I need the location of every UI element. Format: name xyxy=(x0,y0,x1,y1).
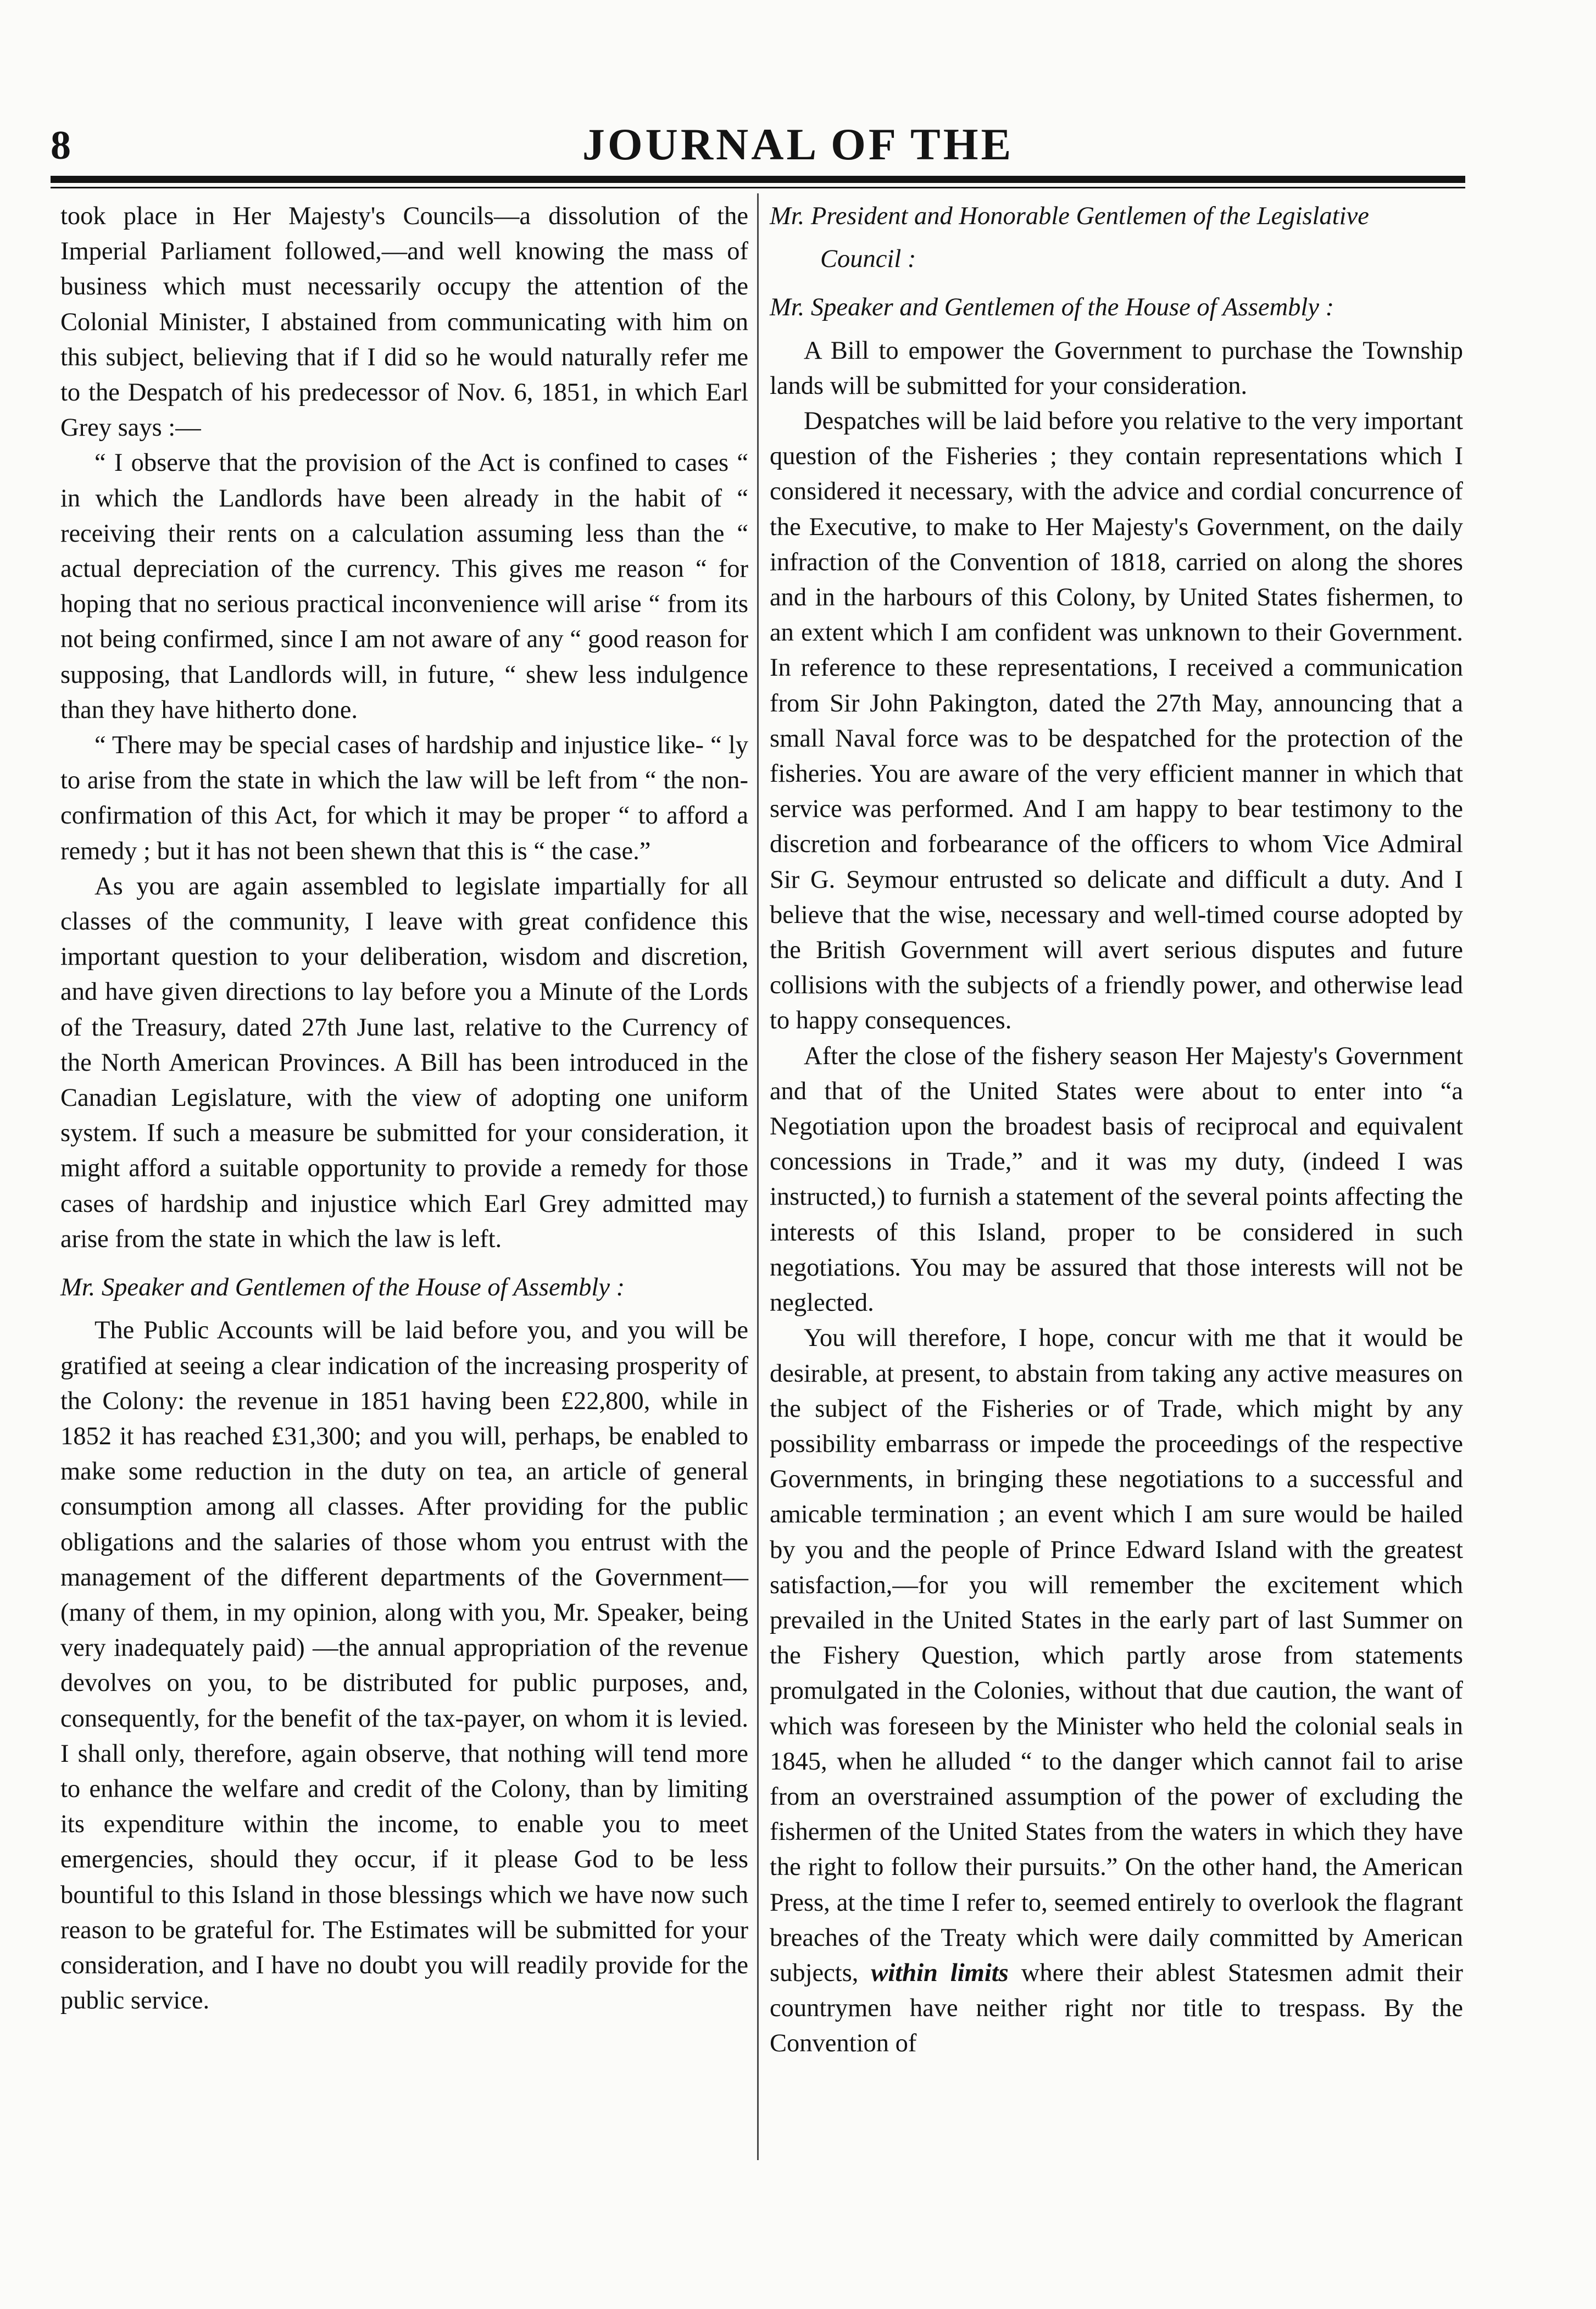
right-paragraph-4-text-end: where their ablest Statesmen admit their countrymen have neither right nor title to trespass. By the Convention of xyxy=(770,1959,1463,2058)
section-heading-assembly-2: Mr. Speaker and Gentlemen of the House of Assembly : xyxy=(770,293,1334,322)
running-head: JOURNAL OF THE xyxy=(582,119,1014,169)
left-paragraph-2: As you are again assembled to legislate impartially for all classes of the community, I leave with great confidence this important question to your deliberation, wisdom and discretion, and have given directions to lay before you a Minute of the Lords of the Treasury, dated 27th June last, relative to the Currency of the North American Provinces. A Bill has been introduced in the Canadian Legislature, with the view of adopting one uniform system. If such a measure be submitted for your consideration, it might afford a suitable opportunity to provide a remedy for those cases of hardship and injustice which Earl Grey admitted may arise from the state in which the law is left. xyxy=(60,872,748,1253)
earl-grey-quote-1: “ I observe that the provision of the Act is confined to cases “ in which the Landlords have been already in the habit of “ receiving their rents on a calculation assuming less than the “ actual depreciation of the currency. This gives me reason “ for hoping that no serious practical inconvenience will arise “ from its not being confirmed, since I am not aware of any “ good reason for supposing, that Landlords will, in future, “ shew less indulgence than they have hitherto done. xyxy=(60,449,748,724)
column-divider xyxy=(757,193,759,2160)
header-rule-thick xyxy=(51,176,1465,183)
right-paragraph-4 xyxy=(770,1321,1463,2061)
right-paragraph-1: A Bill to empower the Government to purchase the Township lands will be submitted for your consideration. xyxy=(770,336,1463,400)
section-heading-council-cont: Council : xyxy=(820,245,916,274)
earl-grey-quote-2: “ There may be special cases of hardship and injustice like- “ ly to arise from the state in which the law will be left from “ the non-confirmation of this Act, for which it may be proper “ to afford a remedy ; but it has not been shewn that this is “ the case.” xyxy=(60,731,748,865)
section-heading-council: Mr. President and Honorable Gentlemen of the Legislative xyxy=(770,202,1369,230)
right-paragraph-4-text: You will therefore, I hope, concur with me that it would be desirable, at present, to abstain from taking any active measures on the subject of the Fisheries or of Trade, which might by any possibility embarrass or impede the proceedings of the respective Governments, in bringing these negotiations to a successful and amicable termination ; an event which I am sure would be hailed by you and the people of Prince Edward Island with the greatest satisfaction,—for you will remember the excitement which prevailed in the United States in the early part of last Summer on the Fishery Question, which partly arose from statements promulgated in the Colonies, without that due caution, the want of which was foreseen by the Minister who held the colonial seals in 1845, when he alluded “ to the danger which cannot fail to arise from an overstrained assumption of the power of excluding the fishermen of the United States from the waters in which they have the right to follow their pursuits.” On the other hand, the American Press, at the time I refer to, seemed entirely to overlook the flagrant breaches of the Treaty which were daily committed by American subjects, xyxy=(770,1324,1463,1987)
right-paragraph-3: After the close of the fishery season Her Majesty's Government and that of the United States were about to enter into “a Negotiation upon the broadest basis of reciprocal and equivalent concessions in Trade,” and it was my duty, (indeed I was instructed,) to furnish a statement of the several points affecting the interests of this Island, proper to be considered in such negotiations. You may be assured that those interests will not be neglected. xyxy=(770,1042,1463,1317)
left-paragraph-1: took place in Her Majesty's Councils—a dissolution of the Imperial Parliament followed,—and well knowing the mass of business which must necessarily occupy the attention of the Colonial Minister, I abstained from communicating with him on this subject, believing that if I did so he would naturally refer me to the Despatch of his predecessor of Nov. 6, 1851, in which Earl Grey says :— xyxy=(60,202,748,442)
header-rule-thin xyxy=(51,187,1465,188)
right-paragraph-2: Despatches will be laid before you relative to the very important question of the Fisheries ; they contain representations which I considered it necessary, with the advice and cordial concurrence of the Executive, to make to Her Majesty's Government, on the daily infraction of the Convention of 1818, carried on along the shores and in the harbours of this Colony, by United States fishermen, to an extent which I am confident was unknown to their Government. In reference to these representations, I received a communication from Sir John Pakington, dated the 27th May, announcing that a small Naval force was to be despatched for the protection of the fisheries. You are aware of the very efficient manner in which that service was performed. And I am happy to bear testimony to the discretion and forbearance of the officers to whom Vice Admiral Sir G. Seymour entrusted so delicate and difficult a duty. And I believe that the wise, necessary and well-timed course adopted by the British Government will avert serious disputes and future collisions with the subjects of a friendly power, and otherwise lead to happy consequences. xyxy=(770,407,1463,1035)
page-number: 8 xyxy=(51,123,71,168)
left-paragraph-3: The Public Accounts will be laid before you, and you will be gratified at seeing a clear indication of the increasing prosperity of the Colony: the revenue in 1851 having been £22,800, while in 1852 it has reached £31,300; and you will, perhaps, be enabled to make some reduction in the duty on tea, an article of general consumption among all classes. After providing for the public obligations and the salaries of those whom you entrust with the management of the different departments of the Government—(many of them, in my opinion, along with you, Mr. Speaker, being very inadequately paid) —the annual appropriation of the revenue devolves on you, to be distributed for public purposes, and, consequently, for the benefit of the tax-payer, on whom it is levied. I shall only, therefore, again observe, that nothing will tend more to enhance the welfare and credit of the Colony, than by limiting its expenditure within the income, to enable you to meet emergencies, should they occur, if it please God to be less bountiful to this Island in those blessings which we have now such reason to be grateful for. The Estimates will be submitted for your consideration, and I have no doubt you will readily provide for the public service. xyxy=(60,1316,748,2015)
within-limits-emphasis: within limits xyxy=(871,1959,1009,1987)
left-column xyxy=(60,199,748,2018)
right-column xyxy=(770,199,1463,2062)
section-heading-assembly: Mr. Speaker and Gentlemen of the House of Assembly : xyxy=(60,1273,625,1302)
